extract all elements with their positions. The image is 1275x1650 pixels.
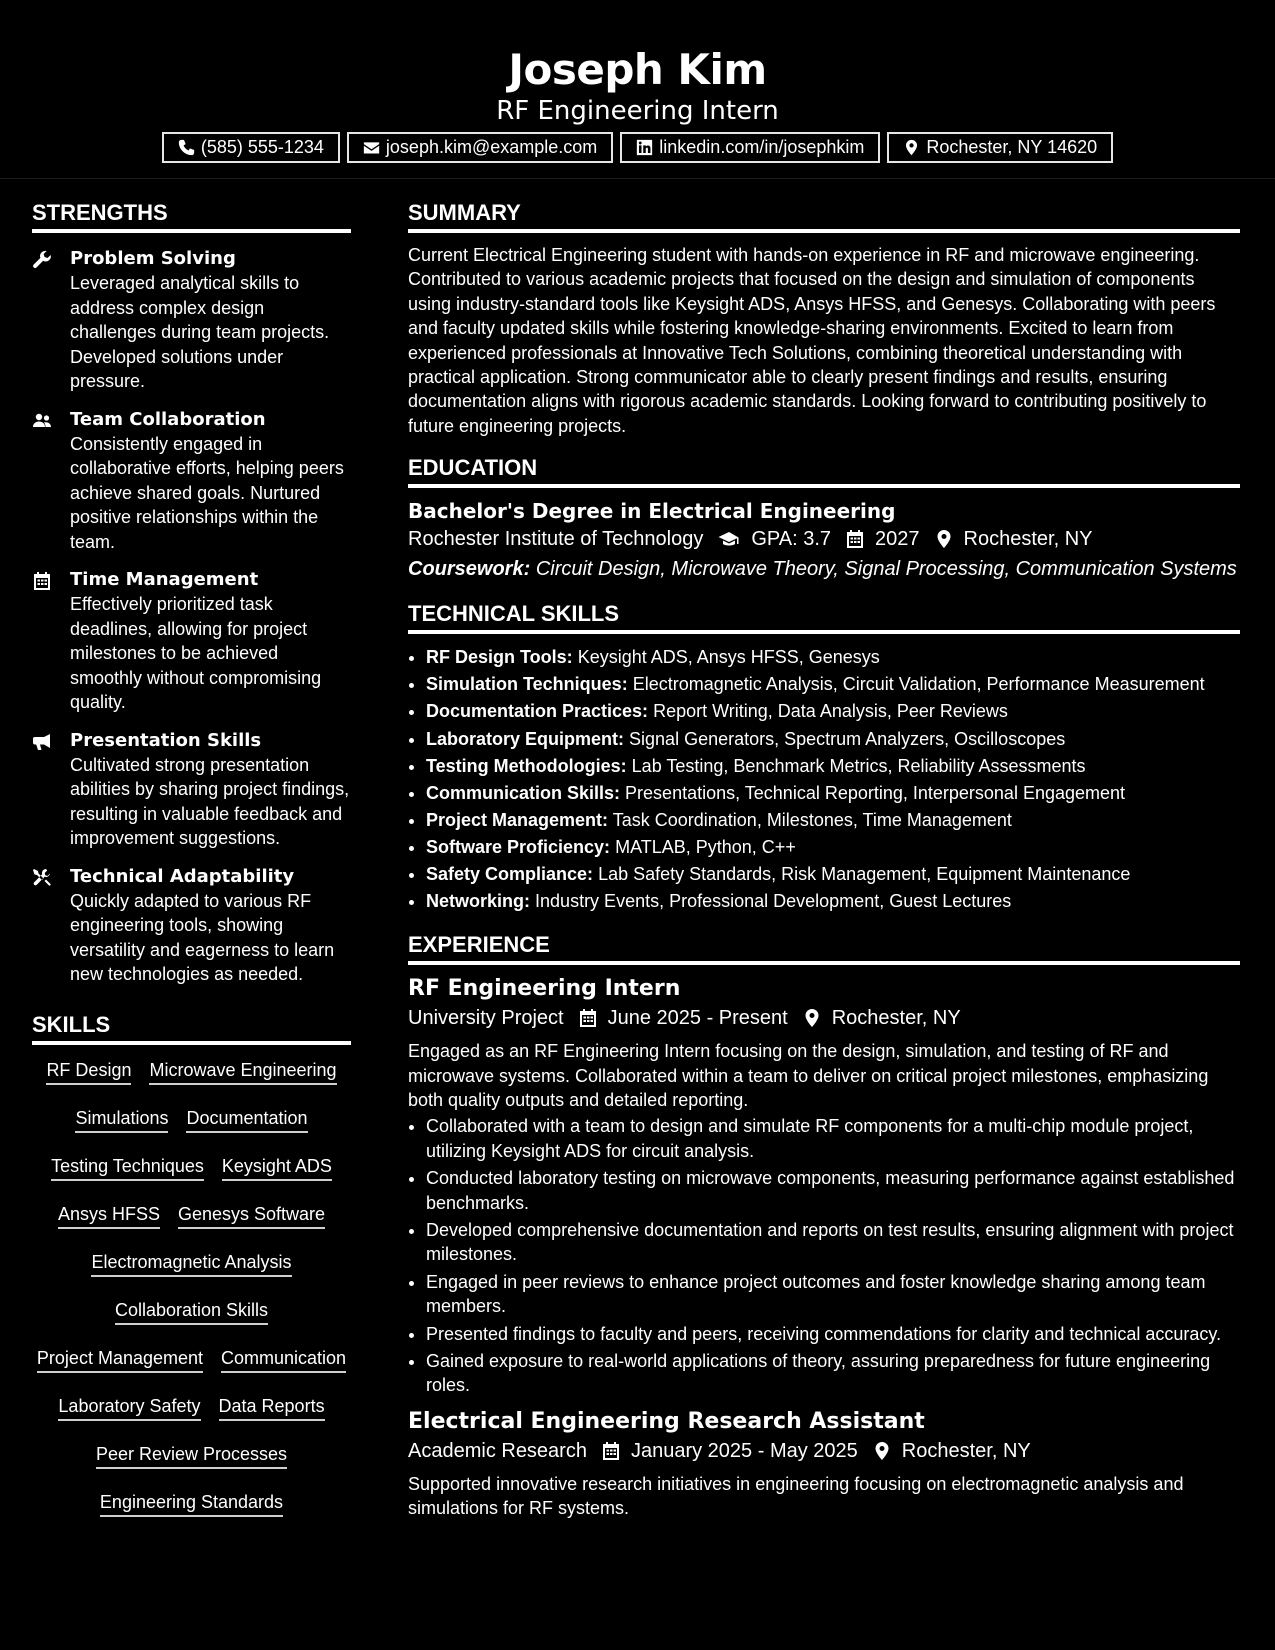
tech-skill-value: Lab Testing, Benchmark Metrics, Reliability Assessments	[631, 755, 1086, 776]
job-title: Electrical Engineering Research Assistant	[408, 1408, 925, 1434]
left-column	[32, 199, 351, 1517]
calendar-icon	[845, 529, 865, 549]
strength-item	[32, 408, 351, 555]
candidate-name: Joseph Kim	[508, 45, 767, 94]
skill-tag: Electromagnetic Analysis	[91, 1251, 291, 1277]
list-item: • Collaborated with a team to design and simulate RF components for a multi-chip module project, utilizing Keysight ADS for circuit analysis.	[426, 1114, 1240, 1163]
phone-text: (585) 555-1234	[200, 137, 324, 157]
graduation-cap-icon	[717, 529, 741, 549]
tools-icon	[32, 868, 52, 888]
location-pin-icon	[802, 1008, 822, 1028]
tech-skill-value: Task Coordination, Milestones, Time Management	[612, 809, 1012, 830]
strength-desc: Consistently engaged in collaborative efforts, helping peers achieve shared goals. Nurtured positive relationships within the team.	[70, 433, 344, 552]
technical-skills-list	[408, 644, 1240, 915]
list-item: • Presented findings to faculty and peers, receiving commendations for clarity and technical accuracy.	[426, 1322, 1240, 1346]
tech-skill-value: Report Writing, Data Analysis, Peer Reviews	[653, 701, 1008, 722]
education-heading: EDUCATION	[408, 454, 1240, 488]
strength-desc: Leveraged analytical skills to address complex design challenges during team projects. Developed solutions under pressure.	[70, 273, 330, 391]
candidate-title: RF Engineering Intern	[496, 96, 779, 126]
skill-tag: Project Management	[37, 1347, 203, 1373]
strength-title: Problem Solving	[70, 248, 236, 269]
calendar-icon	[32, 571, 52, 591]
location-text: Rochester, NY 14620	[926, 137, 1098, 157]
degree-title: Bachelor's Degree in Electrical Engineering	[408, 499, 896, 524]
coursework	[408, 554, 1240, 584]
skill-tag: Keysight ADS	[222, 1155, 332, 1181]
tech-skill-value: Lab Safety Standards, Risk Management, Equipment Maintenance	[598, 864, 1131, 884]
envelope-icon	[363, 139, 380, 156]
job-location: Rochester, NY	[831, 1007, 961, 1030]
wrench-icon	[32, 250, 52, 270]
coursework-list: Circuit Design, Microwave Theory, Signal Processing, Communication Systems	[535, 558, 1237, 581]
skill-tag: Laboratory Safety	[58, 1395, 200, 1421]
email-text: joseph.kim@example.com	[385, 137, 598, 157]
experience-heading: EXPERIENCE	[408, 931, 1240, 965]
job-title: RF Engineering Intern	[408, 976, 681, 1002]
tech-skill-label: Simulation Techniques:	[426, 674, 628, 695]
job-location: Rochester, NY	[901, 1439, 1031, 1462]
tech-skill-value: Electromagnetic Analysis, Circuit Validation, Performance Measurement	[632, 674, 1205, 695]
tech-skill-value: MATLAB, Python, C++	[615, 836, 796, 857]
users-icon	[32, 411, 52, 431]
tech-skill-value: Industry Events, Professional Development, Guest Lectures	[535, 891, 1012, 912]
calendar-icon	[578, 1008, 598, 1028]
location-pin-icon	[872, 1441, 892, 1461]
technical-skills-heading: TECHNICAL SKILLS	[408, 600, 1240, 634]
skill-tag: Microwave Engineering	[149, 1059, 336, 1085]
list-item	[426, 753, 1240, 780]
job-org: Academic Research	[408, 1439, 587, 1462]
strength-item	[32, 247, 351, 394]
job-dates: June 2025 - Present	[607, 1007, 788, 1030]
resume-header	[0, 0, 1275, 179]
contact-phone[interactable]	[162, 132, 340, 163]
skill-tag: Genesys Software	[178, 1203, 325, 1229]
list-item: • Gained exposure to real-world applications of theory, assuring preparedness for future engineering roles.	[426, 1349, 1240, 1398]
linkedin-icon	[636, 139, 653, 156]
megaphone-icon	[32, 732, 52, 752]
skill-tag: Testing Techniques	[51, 1155, 204, 1181]
tech-skill-label: Testing Methodologies:	[426, 755, 627, 776]
strength-item	[32, 729, 351, 851]
strengths-heading: STRENGTHS	[32, 199, 351, 233]
skill-tag: Ansys HFSS	[58, 1203, 160, 1229]
skill-tag: Data Reports	[219, 1395, 325, 1421]
list-item	[426, 644, 1240, 671]
contact-location	[887, 132, 1113, 163]
tech-skill-label: RF Design Tools:	[426, 647, 573, 668]
skills-heading: SKILLS	[32, 1011, 351, 1045]
right-column	[408, 199, 1240, 1521]
list-item: • Conducted laboratory testing on microwave components, measuring performance against established benchmarks.	[426, 1166, 1240, 1215]
job-org: University Project	[408, 1007, 564, 1030]
list-item: • Engaged in peer reviews to enhance project outcomes and foster knowledge sharing among team members.	[426, 1270, 1240, 1319]
tech-skill-label: Networking:	[426, 891, 531, 912]
calendar-icon	[601, 1441, 621, 1461]
tech-skill-label: Safety Compliance:	[426, 864, 594, 884]
job-meta	[408, 1436, 1240, 1466]
job-dates: January 2025 - May 2025	[630, 1439, 858, 1462]
skill-tag: Engineering Standards	[100, 1491, 283, 1517]
strength-title: Presentation Skills	[70, 729, 262, 751]
skills-tags	[32, 1059, 351, 1517]
skill-tag: RF Design	[46, 1059, 131, 1085]
list-item: • Developed comprehensive documentation and reports on test results, ensuring alignment with project milestones.	[426, 1218, 1240, 1267]
tech-skill-label: Documentation Practices:	[426, 701, 649, 722]
graduation-year: 2027	[875, 528, 920, 551]
location-pin-icon	[903, 139, 920, 156]
strength-item	[32, 568, 351, 715]
job-bullets	[408, 1114, 1240, 1397]
tech-skill-label: Project Management:	[426, 809, 609, 830]
strength-desc: Quickly adapted to various RF engineering tools, showing versatility and eagerness to learn new technologies as needed.	[70, 890, 335, 984]
list-item	[426, 698, 1240, 725]
tech-skill-value: Presentations, Technical Reporting, Interpersonal Engagement	[625, 782, 1126, 803]
list-item	[426, 780, 1240, 807]
list-item	[426, 671, 1240, 698]
list-item	[426, 861, 1240, 888]
strength-title: Team Collaboration	[70, 408, 266, 430]
location-pin-icon	[934, 529, 954, 549]
summary-heading: SUMMARY	[408, 199, 1240, 233]
skill-tag: Peer Review Processes	[96, 1443, 287, 1469]
school-name: Rochester Institute of Technology	[408, 528, 704, 551]
contact-bar	[0, 132, 1275, 163]
strength-desc: Cultivated strong presentation abilities by sharing project findings, resulting in valuable feedback and improvement suggestions.	[70, 754, 350, 848]
strength-title: Technical Adaptability	[70, 865, 295, 887]
summary-text: Current Electrical Engineering student with hands-on experience in RF and microwave engineering. Contributed to various academic projects that focused on the design and simulation of components using industry-standard tools like Keysight ADS, Ansys HFSS, and Genesys. Collaborating with peers and faculty updated skills while fostering knowledge-sharing environments. Excited to learn from experienced professionals at Innovative Tech Solutions, combining theoretical understanding with practical application. Strong communicator able to clearly present findings and results, ensuring documentation aligns with rigorous academic standards. Looking forward to contributing positively to future engineering projects.	[408, 245, 1216, 436]
strength-item	[32, 865, 351, 987]
coursework-label: Coursework:	[408, 558, 531, 581]
contact-linkedin[interactable]	[620, 132, 880, 163]
list-item	[426, 726, 1240, 753]
tech-skill-value: Keysight ADS, Ansys HFSS, Genesys	[577, 647, 880, 668]
education-location: Rochester, NY	[963, 528, 1093, 551]
linkedin-text: linkedin.com/in/josephkim	[659, 137, 865, 157]
strength-title: Time Management	[70, 569, 259, 590]
list-item	[426, 888, 1240, 915]
tech-skill-label: Laboratory Equipment:	[426, 728, 625, 749]
tech-skill-value: Signal Generators, Spectrum Analyzers, Oscilloscopes	[629, 728, 1066, 749]
phone-icon	[178, 139, 195, 156]
gpa: GPA: 3.7	[751, 528, 832, 551]
skill-tag: Simulations	[75, 1107, 168, 1133]
education-meta	[408, 524, 1240, 554]
job-meta	[408, 1003, 1240, 1033]
tech-skill-label: Software Proficiency:	[426, 836, 611, 857]
job-description: Engaged as an RF Engineering Intern focusing on the design, simulation, and testing of RF and microwave systems. Collaborated within a team to deliver on critical project milestones, emphasizing both quality outputs and detailed reporting.	[408, 1041, 1209, 1110]
skill-tag: Communication	[221, 1347, 346, 1373]
skill-tag: Collaboration Skills	[115, 1299, 268, 1325]
tech-skill-label: Communication Skills:	[426, 782, 621, 803]
job-description: Supported innovative research initiatives in engineering focusing on electromagnetic analysis and simulations for RF systems.	[408, 1473, 1184, 1519]
strength-desc: Effectively prioritized task deadlines, allowing for project milestones to be achieved smoothly without compromising quality.	[70, 594, 322, 712]
list-item	[426, 807, 1240, 834]
skill-tag: Documentation	[186, 1107, 307, 1133]
list-item	[426, 834, 1240, 861]
contact-email[interactable]	[347, 132, 613, 163]
